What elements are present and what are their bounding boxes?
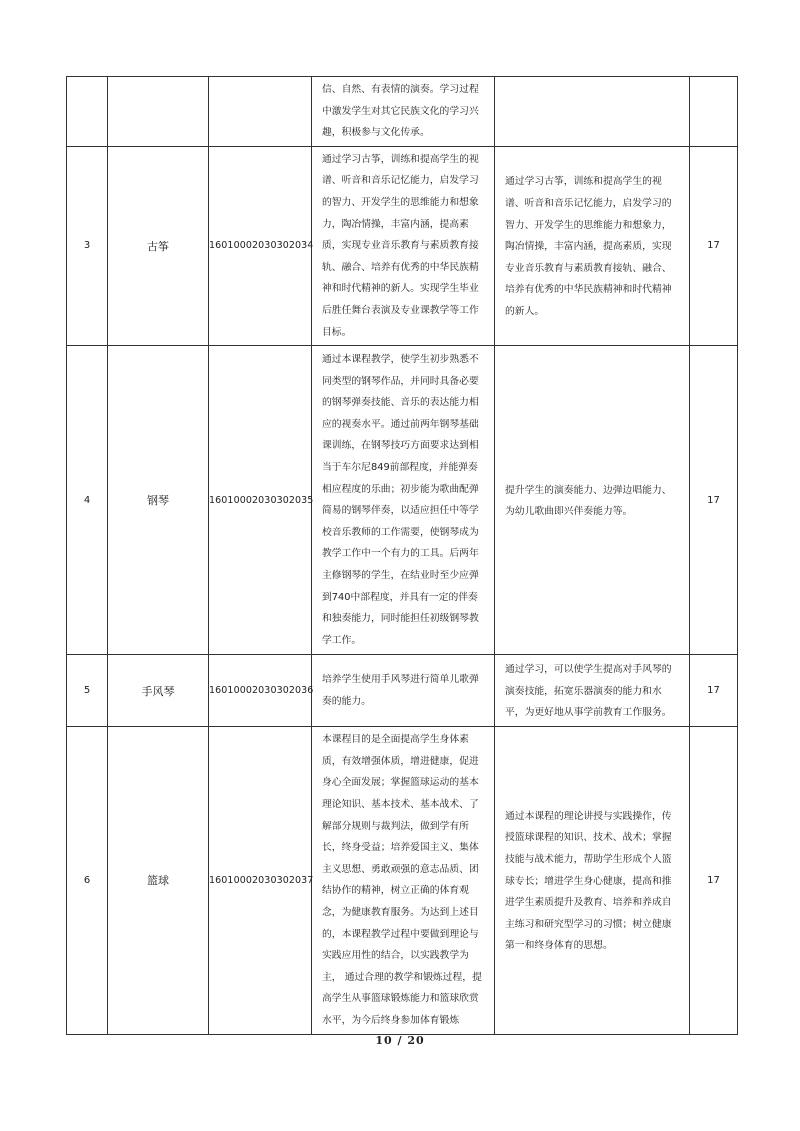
course-table bbox=[66, 76, 738, 1035]
course-credit bbox=[690, 77, 738, 147]
course-requirement: 通过学习古筝，训练和提高学生的视谱、听音和音乐记忆能力，启发学习的智力、开发学生的思维能力和想象力，陶冶情操，丰富内涵，提高素质，实现专业音乐教育与素质教育接轨、融合、培养有优秀的中华民族精神和时代精神的新人。 bbox=[505, 176, 672, 317]
course-requirement: 提升学生的演奏能力、边弹边唱能力、为幼儿歌曲即兴伴奏能力等。 bbox=[505, 484, 672, 518]
total-pages: 20 bbox=[407, 1034, 425, 1047]
row-index: 6 bbox=[67, 726, 108, 1034]
course-objective-cell bbox=[312, 146, 495, 345]
course-objective-cell bbox=[312, 77, 495, 147]
course-requirement-cell bbox=[495, 726, 690, 1034]
course-objective: 信、自然、有表情的演奏。学习过程中激发学生对其它民族文化的学习兴趣，积极参与文化传承。 bbox=[322, 84, 479, 139]
table-row bbox=[67, 77, 738, 147]
course-code bbox=[209, 77, 312, 147]
table-row bbox=[67, 146, 738, 345]
course-name: 古筝 bbox=[108, 146, 209, 345]
course-objective-cell bbox=[312, 346, 495, 655]
row-index bbox=[67, 77, 108, 147]
course-objective: 培养学生使用手风琴进行简单儿歌弹奏的能力。 bbox=[322, 673, 479, 707]
course-code: 16010002030302034 bbox=[209, 146, 312, 345]
row-index: 3 bbox=[67, 146, 108, 345]
course-credit: 17 bbox=[690, 655, 738, 727]
course-objective-cell bbox=[312, 655, 495, 727]
course-requirement: 通过学习，可以使学生提高对手风琴的演奏技能，拓宽乐器演奏的能力和水平，为更好地从事学前教育工作服务。 bbox=[505, 664, 672, 719]
course-name: 钢琴 bbox=[108, 346, 209, 655]
page-separator: / bbox=[397, 1034, 403, 1047]
course-objective-cell bbox=[312, 726, 495, 1034]
table-row bbox=[67, 346, 738, 655]
course-credit: 17 bbox=[690, 726, 738, 1034]
current-page: 10 bbox=[375, 1034, 393, 1047]
course-code: 16010002030302036 bbox=[209, 655, 312, 727]
course-objective: 本课程目的是全面提高学生身体素质，有效增强体质，增进健康，促进身心全面发展；掌握篮球运动的基本理论知识、基本技术、基本战术、了解部分规则与裁判法，做到学有所长，终身受益；培养爱国主义、集体主义思想、勇敢顽强的意志品质、团结协作的精神，树立正确的体育观念，为健康教育服务。为达到上述目的，本课程教学过程中要做到理论与实践应用性的结合，以实践教学为主， 通过合理的教学和锻炼过程，提高学生从事篮球锻炼能力和篮球欣赏水平，为今后终身参加体育锻炼 bbox=[322, 734, 482, 1026]
course-code: 16010002030302037 bbox=[209, 726, 312, 1034]
page-number bbox=[0, 1034, 800, 1047]
course-credit: 17 bbox=[690, 346, 738, 655]
course-name: 篮球 bbox=[108, 726, 209, 1034]
course-requirement-cell bbox=[495, 346, 690, 655]
course-requirement: 通过本课程的理论讲授与实践操作，传授篮球课程的知识、技术、战术；掌握技能与战术能力，帮助学生形成个人篮球专长；增进学生身心健康，提高和推进学生素质提升及教育、培养和养成自主练习和研究型学习的习惯；树立健康第一和终身体育的思想。 bbox=[505, 810, 672, 952]
course-credit: 17 bbox=[690, 146, 738, 345]
table-row bbox=[67, 655, 738, 727]
course-requirement-cell bbox=[495, 655, 690, 727]
course-objective: 通过本课程教学，使学生初步熟悉不同类型的钢琴作品，并同时具备必要的钢琴弹奏技能、音乐的表达能力相应的视奏水平。通过前两年钢琴基础课训练，在钢琴技巧方面要求达到相当于车尔尼849前部程度，并能弹奏相应程度的乐曲；初步能为歌曲配弹简易的钢琴伴奏，以适应担任中等学校音乐教师的工作需要，使钢琴成为教学工作中一个有力的工具。后两年主修钢琴的学生，在结业时至少应弹到740中部程度，并具有一定的伴奏和独奏能力，同时能担任初级钢琴教学工作。 bbox=[322, 353, 479, 646]
course-requirement-cell bbox=[495, 146, 690, 345]
table-row bbox=[67, 726, 738, 1034]
course-objective: 通过学习古筝，训练和提高学生的视谱、听音和音乐记忆能力，启发学习的智力、开发学生的思维能力和想象力，陶冶情操，丰富内涵，提高素质，实现专业音乐教育与素质教育接轨、融合、培养有优秀的中华民族精神和时代精神的新人。实现学生毕业后胜任舞台表演及专业课教学等工作目标。 bbox=[322, 153, 479, 338]
course-requirement bbox=[495, 108, 689, 114]
course-requirement-cell bbox=[495, 77, 690, 147]
row-index: 5 bbox=[67, 655, 108, 727]
course-name: 手风琴 bbox=[108, 655, 209, 727]
course-name bbox=[108, 77, 209, 147]
course-code: 16010002030302035 bbox=[209, 346, 312, 655]
row-index: 4 bbox=[67, 346, 108, 655]
